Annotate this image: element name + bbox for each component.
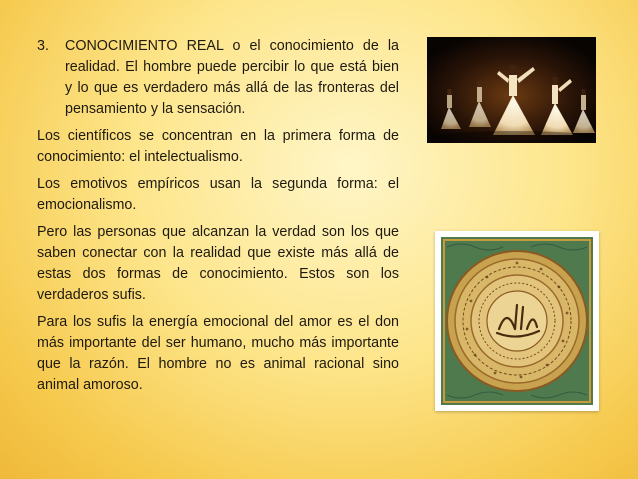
list-number: 3. — [37, 38, 49, 54]
calligraphy-medallion-image — [435, 231, 599, 411]
paragraph-love: Para los sufis la energía emocional del amor es el don más importante del ser humano, mucho más importante que la razón. El hombre no es animal racional sino animal amoroso. — [37, 314, 399, 393]
list-item-text: CONOCIMIENTO REAL o el conocimiento de la realidad. El hombre puede percibir lo que está bien y lo que es verdadero más allá de las fronteras del pensamiento y la sensación. — [65, 38, 399, 117]
paragraph-scientists: Los científicos se concentran en la primera forma de conocimiento: el intelectualismo. — [37, 128, 399, 165]
paragraph-truth: Pero las personas que alcanzan la verdad son los que saben conectar con la realidad que existe más allá de estas dos formas de conocimiento. Estos son los verdaderos sufis. — [37, 224, 399, 303]
paragraph-emotives: Los emotivos empíricos usan la segunda forma: el emocionalismo. — [37, 176, 399, 213]
whirling-dervishes-photo — [427, 37, 596, 143]
slide-body — [37, 36, 399, 402]
dervishes-illustration — [427, 37, 596, 143]
medallion-background — [441, 237, 593, 405]
medallion-illustration — [441, 237, 593, 405]
list-item — [37, 36, 399, 120]
